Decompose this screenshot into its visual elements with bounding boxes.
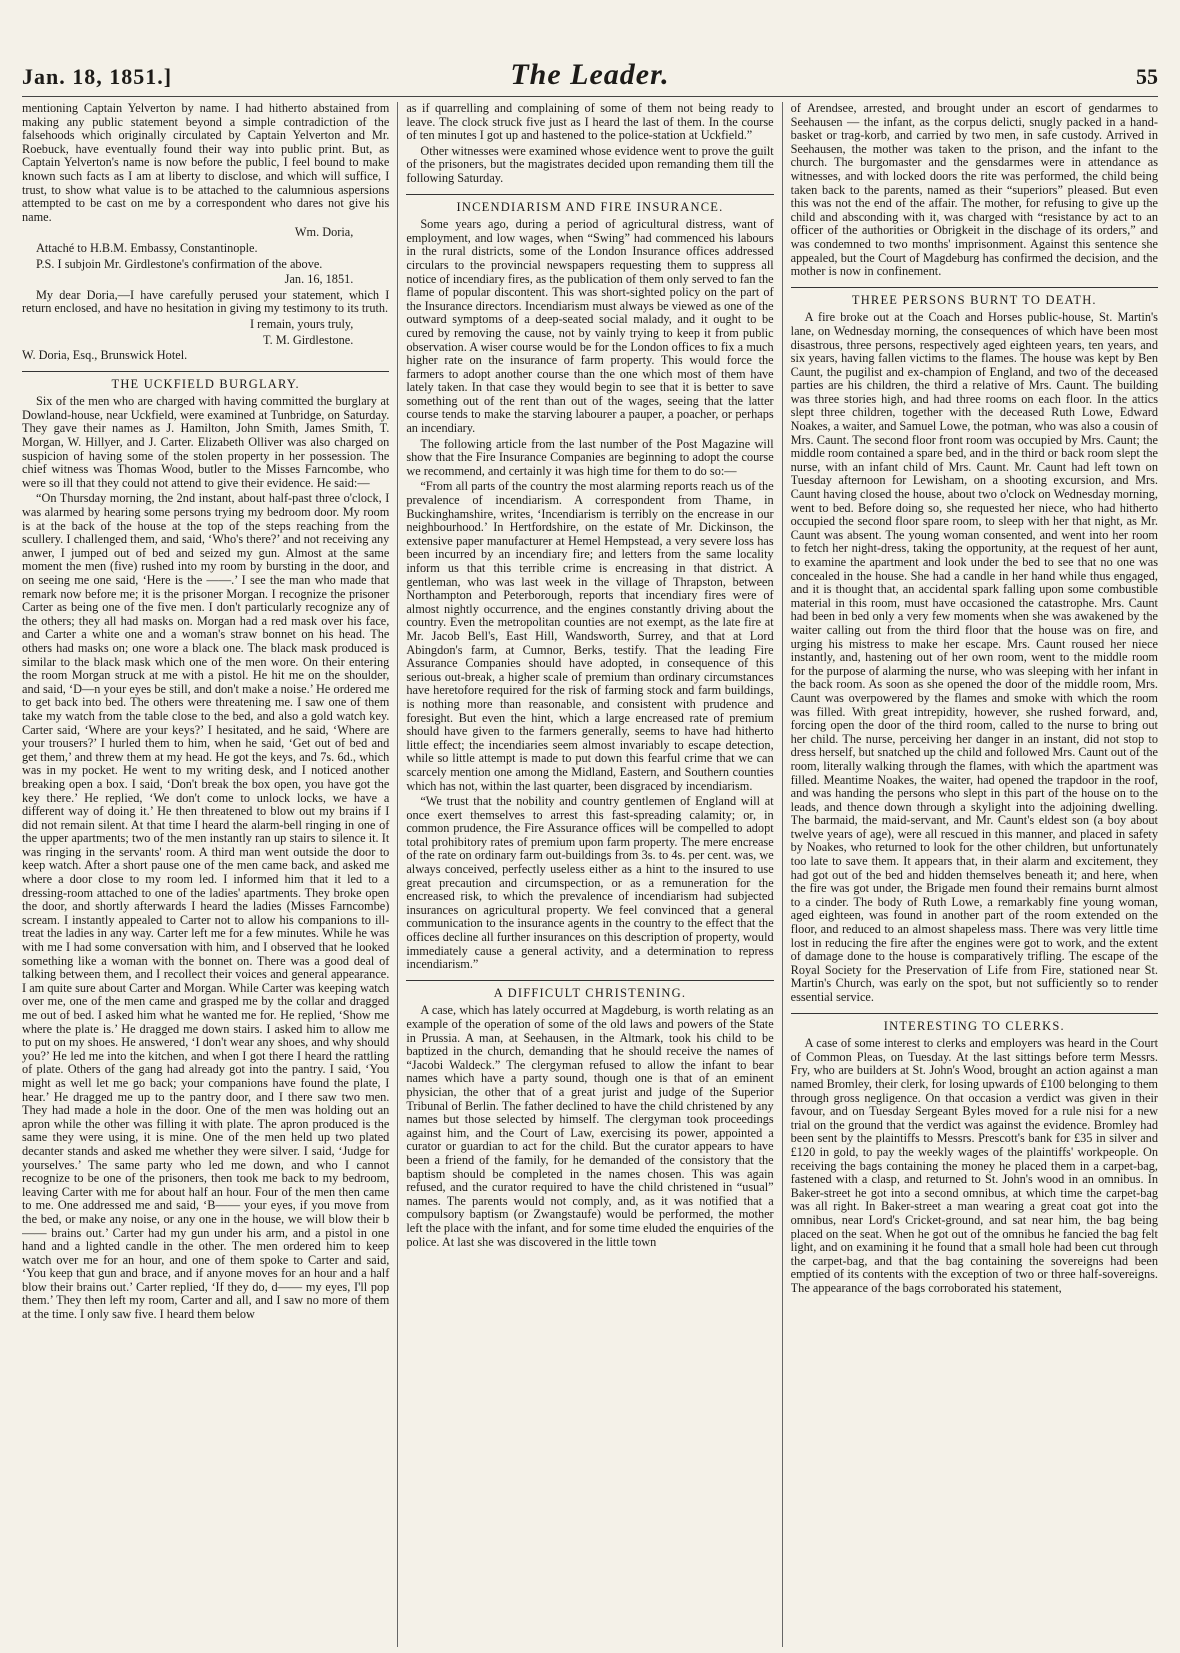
paragraph: “From all parts of the country the most alarming reports reach us of the prevalence of incendiarism. A correspondent from Thame, in Buckinghamshire, writes, ‘Incendiarism is terribly on the encrease in our neighbourhood.’ In Hertfordshire, on the estate of Mr. Dickinson, the extensive paper manufacturer at Hemel Hempstead, a very severe loss has been incurred by an incendiary fire; and letters from the same locality inform us that this terrible crime is encreasing in that district. A gentleman, who was last week in the village of Thrapston, between Northampton and Peterborough, reports that incendiary fires were of almost nightly occurrence, and the engines constantly driving about the country. Even the metropolitan counties are not exempt, as the late fire at Mr. Jacob Bell's, East Hill, Wandsworth, Surrey, and that at Lord Abingdon's farm, at Cumnor, Berks, testify. That the leading Fire Assurance Companies should have adopted, in consequence of this serious out-break, a higher scale of premium than ordinary circumstances have heretofore required for the risk of farming stock and farm buildings, is nothing more than reasonable, and consistent with prudence and foresight. But even the hint, which a large encreased rate of premium should have given to the farmers generally, seems to have had hitherto little effect; the incendiaries seem almost invariably to escape detection, while so little attempt is made to put down this fearful crime that we can scarcely mention one among the Midland, Eastern, and Southern counties which has not, within the last quarter, been disgraced by incendiarism. [406,479,774,793]
reply-dateline: Jan. 16, 1851. [284,272,354,287]
article-heading-clerks: INTERESTING TO CLERKS. [791,1013,1158,1034]
reply-address: W. Doria, Esq., Brunswick Hotel. [22,348,188,363]
paragraph: The following article from the last number of the Post Magazine will show that the Fire Insurance Companies are beginning to adopt the course we recommend, and certainly it was high time for them to do so:— [406,436,774,478]
issue-date: Jan. 18, 1851.] [22,64,173,89]
letter-signature-title: Attaché to H.B.M. Embassy, Constantinople. [36,240,258,255]
masthead [22,56,1158,97]
reply-signature: T. M. Girdlestone. [263,332,354,347]
paragraph: A case of some interest to clerks and employers was heard in the Court of Common Pleas, on Tuesday. At the last sittings before term Messrs. Fry, who are builders at St. John's Wood, brought an action against a man named Bromley, their clerk, for losing upwards of £100 belonging to them through gross negligence. On that occasion a verdict was given in their favour, and on Tuesday Sergeant Byles moved for a rule nisi for a new trial on the ground that the verdict was against the evidence. Bromley had been sent by the plaintiffs to Messrs. Prescott's bank for £35 in silver and £120 in gold, to pay the weekly wages of the plaintiffs' workpeople. On receiving the bags containing the money he placed them in a carpet-bag, fastened with a clasp, and returned to St. John's wood in an omnibus. In Baker-street he got into a second omnibus, at which time the carpet-bag was all right. In Baker-street a man wearing a great coat got into the omnibus, near Lord's Cricket-ground, and sat near him, the bag being placed on the seat. When he got out of the omnibus he fancied the bag felt light, and on examining it he found that a small hole had been cut through the carpet-bag, and that the bag containing the sovereigns had been emptied of its contents with the exception of two or three half-sovereigns. The appearance of the bags corroborated his statement, [790,1036,1158,1295]
paragraph: “On Thursday morning, the 2nd instant, about half-past three o'clock, I was alarmed by hearing some persons trying my bedroom door. My room is at the back of the house at the top of the steps reaching from the scullery. I challenged them, and said, ‘Who's there?’ and not receiving any anwer, I jumped out of bed and seized my gun. Almost at the same moment the men (five) rushed into my room by bursting in the door, and on seeing me one said, ‘Here is the ——.’ I see the man who made that remark now before me; it is the prisoner Morgan. I recognize the prisoner Carter as being one of the five men. I don't particularly recognize any of the others; they all had masks on. Morgan had a red mask over his face, and Carter a white one and a woman's straw bonnet on his head. The others had masks on; one wore a black one. The black mask produced is similar to the black mask which one of the men wore. On their entering the room Morgan struck at me with a pistol. He hit me on the shoulder, and said, ‘D—n your eyes be still, and don't make a noise.’ He ordered me to get back into bed. The others were threatening me. I saw one of them take my watch from the table close to the bed, and also a gold watch key. Carter said, ‘Where are your keys?’ I hesitated, and he said, ‘Where are your trousers?’ I hurled them to him, when he said, ‘Get out of bed and get them,’ and threw them at my head. He got the keys, and 7s. 6d., which was in my pocket. He went to my writing desk, and I noticed another breaking open a box. I said, ‘Don't break the box open, you have got the key there.’ He replied, ‘We don't come to unlock locks, we have a different way of doing it.’ He then threatened to blow out my brains if I did not remain silent. At that time I heard the alarm-bell ringing in one of the upper apartments; two of the men instantly ran up stairs to silence it. It was ringing in the servants' room. A third man went outside the door to keep watch. After a short pause one of the men came back, and asked me where a door close to my room led. I informed him that it led to a dressing-room attached to one of the ladies' apartments. They broke open the door, and shortly afterwards I heard the ladies (Misses Farncombe) scream. I instantly appealed to Carter not to allow his companions to ill-treat the ladies in any way. Carter left me for a few minutes. While he was with me I had some conversation with him, and I observed that he looked something like a woman with the bonnet on. There was a good deal of talking between them, and I recollect their voices and general appearance. I am quite sure about Carter and Morgan. While Carter was keeping watch over me, one of the men came and grasped me by the collar and dragged me out of bed. I asked him what he wanted me for. He replied, ‘Show me where the plate is.’ He dragged me down stairs. I asked him to allow me to put on my shoes. He answered, ‘I don't wear any shoes, and why should you?’ He led me into the kitchen, and when I got there I heard the rattling of plate. Others of the gang had already got into the pantry. I said, ‘You might as well let me go back; your companions have found the plate, I hear.’ He dragged me up to the pantry door, and I there saw two men. They had made a hole in the door. One of the men was holding out an apron while the other was filling it with plate. The apron produced is the same they were using, it is mine. One of the men held up two plated decanter stands and asked me whether they were silver. I said, ‘Judge for yourselves.’ The same party who led me down, and who I cannot recognize to be one of the prisoners, then took me back to my bedroom, leaving Carter with me for about half an hour. Four of the men then came to me. One addressed me and said, ‘B—— your eyes, if you move from the bed, or make any noise, or any one in the house, we will blow their b—— brains out.’ Carter had my gun under his arm, and a pistol in one hand and a lighted candle in the other. The men ordered him to keep watch over me for an hour, and one of them spoke to Carter and said, ‘You keep that gun and brace, and if anyone moves for an hour and a half blow their brains out.’ Carter replied, ‘If they do, d—— my eyes, I'll pop them.’ They then left my room, Carter and all, and I saw no more of them at the time. I only saw five. I heard them below [22,491,390,1322]
reply-close: I remain, yours truly, [249,316,354,331]
article-heading-fire: THREE PERSONS BURNT TO DEATH. [791,287,1158,308]
column-2 [406,102,782,1647]
letter-body: mentioning Captain Yelverton by name. I had hitherto abstained from making any public statement beyond a simple contradiction of the falsehoods which originally circulated by Captain Yelverton and Mr. Roebuck, have eventually found their way into public print. But, as Captain Yelverton's name is now before the public, I feel bound to make known such facts as I am at liberty to disclose, and which will suffice, I trust, to show what value is to be attached to the calumnious aspersions attempted to be cast on me by a correspondent who dares not give his name. [22,102,390,224]
paragraph: as if quarrelling and complaining of some of them not being ready to leave. The clock struck five just as I heard the last of them. In the course of ten minutes I got up and hastened to the police-station at Uckfield.” [406,102,774,143]
column-3 [791,102,1158,1647]
paragraph: A case, which has lately occurred at Magdeburg, is worth relating as an example of the operation of some of the old laws and powers of the State in Prussia. A man, at Seehausen, in the Altmark, took his child to be baptized in the church, demanding that he should receive the names of “Jacobi Waldeck.” The clergyman refused to allow the infant to bear names which have a party sound, though one is that of an eminent physician, the other that of a great jurist and judge of the Superior Tribunal of Berlin. The father declined to have the child christened by any names but those selected by himself. The clergyman took proceedings against him, and the Court of Law, exercising its power, appointed a curator or guardian to act for the child. But the curator appears to have been a friend of the family, for he demanded of the consistory that the baptism should be completed in the names chosen. This was again refused, and the curator required to have the child christened in “usual” names. The parents would not comply, and, as it was notified that a compulsory baptism (or Zwangstaufe) would be performed, the mother left the place with the infant, and for some time eluded the enquiries of the police. At last she was discovered in the little town [406,1003,774,1249]
paragraph: of Arendsee, arrested, and brought under an escort of gendarmes to Seehausen — the infant, as the corpus delicti, snugly packed in a hand-basket or trag-korb, and carried by two men, in safe custody. Arrived in Seehausen, the mother was taken to the prison, and the infant to the church. The burgomaster and the gensdarmes were in attendance as witnesses, and with locked doors the rite was performed, the child being taken back to the parents, named as their “superiors” pleased. But even this was not the end of the affair. The mother, for refusing to give up the child and absconding with it, was charged with “resistance by act to an officer of the authorities or Obrigkeit in the dischage of its orders,” and was condemned to two months' imprisonment. Against this sentence she appealed, but the Court of Magdeburg has confirmed the decision, and the mother is now in confinement. [790,102,1158,279]
newspaper-title: The Leader. [510,58,670,91]
column-1 [22,102,398,1647]
paragraph: A fire broke out at the Coach and Horses public-house, St. Martin's lane, on Wednesday morning, the consequences of which have been most disastrous, three persons, respectively aged eighteen years, ten years, and six years, having fallen victims to the flames. The house was kept by Ben Caunt, the pugilist and ex-champion of England, and two of the deceased parties are his children, the third a relative of Mrs. Caunt. The building was three stories high, and had three rooms on each floor. In the attics slept three children, together with the deceased Ruth Lowe, Edward Noakes, a waiter, and Samuel Lowe, the potman, who was also a cousin of Mrs. Caunt. The second floor front room was occupied by Mrs. Caunt; the middle room contained a spare bed, and in the third or back room slept the nurse, with an infant child of Mrs. Caunt. Mr. Caunt had left town on Tuesday afternoon for Lewisham, on a shooting excursion, and Mrs. Caunt having closed the house, about two o'clock on Wednesday morning, went to bed. Before doing so, she requested her niece, who had hitherto occupied the second floor spare room, to sleep with her that night, as Mr. Caunt was absent. The young woman consented, and went into her room to fetch her night-dress, taking the opportunity, at the request of her aunt, to examine the apartment and look under the bed to see that no one was concealed in the house. She had a candle in her hand while thus engaged, and it is thought that, an accidental spark falling upon some combustible material in this room, must have occasioned the catastrophe. Mrs. Caunt had been in bed only a very few moments when she was awakened by the waiter calling out from the third floor that the house was on fire, and urging his mistress to make her escape. Mrs. Caunt roused her niece instantly, and, hastening out of her own room, went to the middle room for the purpose of alarming the nurse, who was sleeping with her infant in the back room. As soon as she opened the door of the middle room, Mrs. Caunt was overpowered by the flames and smoke with which the room was filled. With great intrepidity, however, she rushed forward, and, forcing open the door of the third room, called to the nurse to bring out her child. The nurse, perceiving her danger in an instant, did not stop to dress herself, but snatched up the child and followed Mrs. Caunt out of the room, literally walking through the flames, with which the apartment was filled. Meantime Noakes, the waiter, had opened the trapdoor in the roof, and was handing the persons who slept in this part of the house on to the leads, and thence down through a skylight into the adjoining dwelling. The barmaid, the maid-servant, and Mr. Caunt's eldest son (a boy about twelve years of age), were all rescued in this manner, and placed in safety by Noakes, who returned to look for the other children, but unfortunately too late to save them. It appears that, in their alarm and excitement, they had got out of the bed and hidden themselves beneath it; and here, when the fire was got under, the Brigade men found their remains burnt almost to a cinder. The body of Ruth Lowe, a remarkably fine young woman, aged eighteen, was found in another part of the room extended on the floor, and reduced to an almost shapeless mass. There was very little time lost in reducing the fire after the engines were got to work, and the extent of damage done to the house is comparatively trifling. The escape of the Royal Society for the Preservation of Life from Fire, stationed near St. Martin's Church, was early on the spot, but not sufficiently so to render essential service. [790,310,1158,1004]
article-columns [22,102,1158,1647]
paragraph: “We trust that the nobility and country gentlemen of England will at once exert themselves to arrest this fast-spreading calamity; or, in common prudence, the Fire Assurance offices will be compelled to adopt total prohibitory rates of premium upon farm property. The mere encrease of the rate on ordinary farm out-buildings from 3s. to 4s. per cent. was, we always conceived, perfectly useless either as a hint to the insured to use great precaution and circumspection, or as a remuneration for the encreased risk, to which the prevalence of incendiarism had subjected insurances on agricultural property. We feel convinced that a general communication to the insurance agents in the country to the effect that the offices decline all further insurances on this description of property, would immediately cause a general activity, and a determination to repress incendiarism.” [406,794,774,972]
paragraph: Other witnesses were examined whose evidence went to prove the guilt of the prisoners, but the magistrates decided upon remanding them till the following Saturday. [406,143,774,185]
article-heading-christening: A DIFFICULT CHRISTENING. [406,980,773,1001]
paragraph: Six of the men who are charged with having committed the burglary at Dowland-house, near Uckfield, were examined at Tunbridge, on Saturday. They gave their names as J. Hamilton, John Smith, James Smith, T. Morgan, W. Hillyer, and J. Carter. Elizabeth Olliver was also charged on suspicion of having some of the stolen property in her possession. The chief witness was Thomas Wood, butler to the Misses Farncombe, who were so ill that they could not attend to give their evidence. He said:— [22,394,390,490]
paragraph: Some years ago, during a period of agricultural distress, want of employment, and low wages, when “Swing” had commenced his labours in the rural districts, some of the London Insurance offices addressed circulars to the provincial newspapers requesting them to suppress all notice of incendiary fires, as the publication of them only served to fan the flame of popular discontent. This was short-sighted policy on the part of the Insurance directors. Incendiarism must always be viewed as one of the outward symptoms of a deep-seated social malady, and it ought to be cured by removing the cause, not by vainly trying to keep it from public observation. A wiser course would be for the London offices to fix a much higher rate on the insurance of farm property. This would force the farmers to adopt another course than the one which most of them have lately taken. In that case they would begin to see that it is better to save something out of the rent than out of the wages, seeing that the latter course tends to make the starving labourer a pauper, a poacher, or perhaps an incendiary. [406,217,774,436]
article-heading-uckfield: THE UCKFIELD BURGLARY. [22,371,389,392]
page-number: 55 [1136,64,1158,89]
article-heading-incendiarism: INCENDIARISM AND FIRE INSURANCE. [406,194,773,215]
reply-body: My dear Doria,—I have carefully perused your statement, which I return enclosed, and have no hesitation in giving my testimony to its truth. [22,287,390,316]
letter-signature: Wm. Doria, [294,225,354,240]
letter-postscript: P.S. I subjoin Mr. Girdlestone's confirmation of the above. [36,256,323,271]
